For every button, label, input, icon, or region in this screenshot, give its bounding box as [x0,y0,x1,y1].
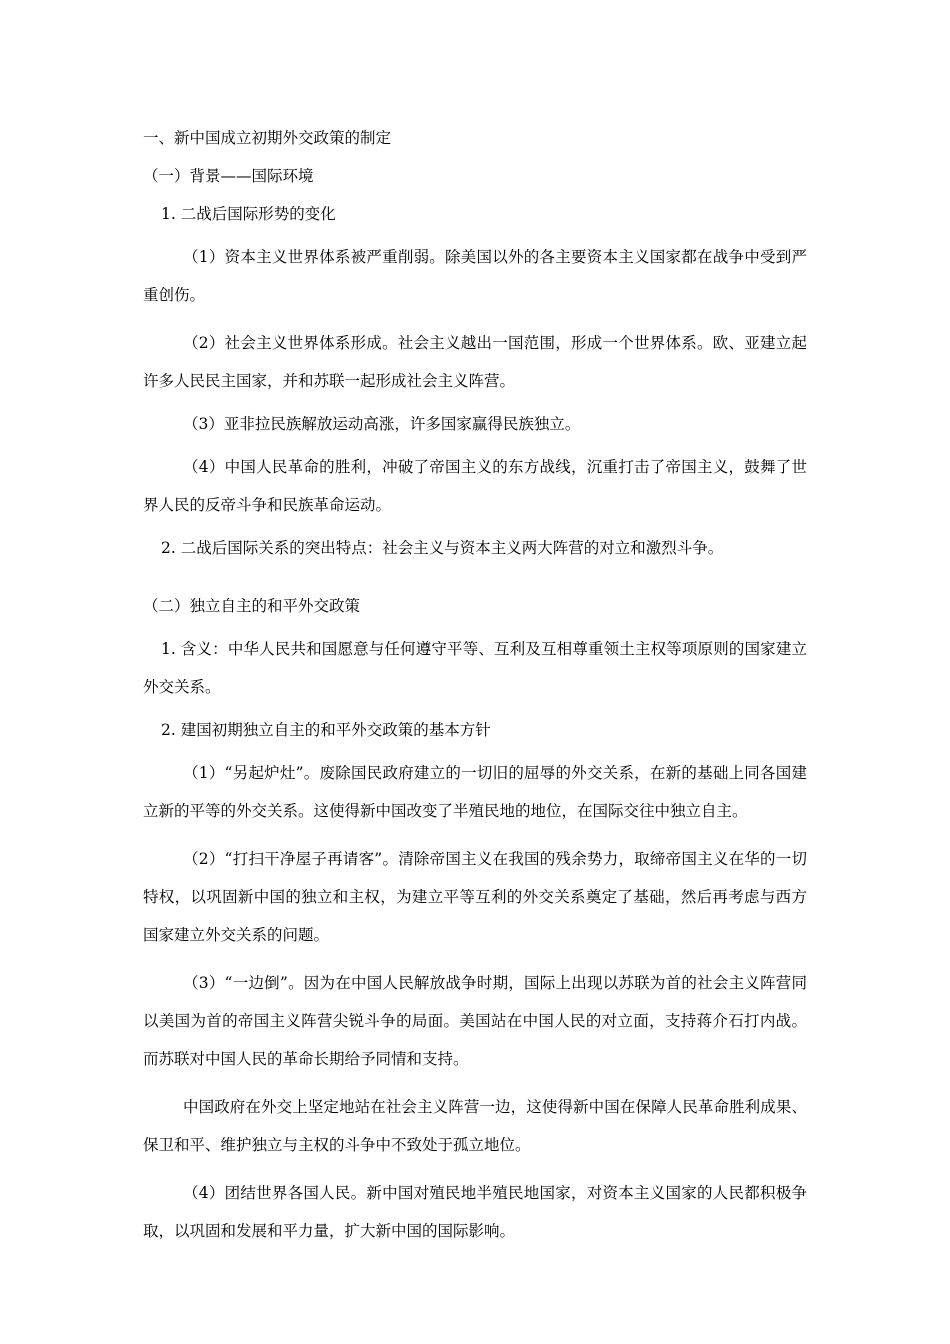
part2-heading: （二）独立自主的和平外交政策 [143,597,361,615]
part2-paragraph-2: （2）“打扫干净屋子再请客”。清除帝国主义在我国的残余势力，取缔帝国主义在华的一切特权，以巩固新中国的独立和主权，为建立平等互利的外交关系奠定了基础，然后再考虑与西方国家建立外交关系的问题。 [143,850,807,944]
part2-paragraph-5: （4）团结世界各国人民。新中国对殖民地半殖民地国家，对资本主义国家的人民都积极争取，以巩固和发展和平力量，扩大新中国的国际影响。 [143,1184,807,1240]
document-body [143,124,807,1260]
part1-item2-heading: 2. 二战后国际关系的突出特点：社会主义与资本主义两大阵营的对立和激烈斗争。 [161,539,724,557]
part1-paragraph-3: （3）亚非拉民族解放运动高涨，许多国家赢得民族独立。 [183,415,581,433]
part1-item1-heading: 1. 二战后国际形势的变化 [161,205,336,223]
part1-heading: （一）背景——国际环境 [143,167,314,185]
part2-paragraph-1: （1）“另起炉灶”。废除国民政府建立的一切旧的屈辱的外交关系，在新的基础上同各国建立新的平等的外交关系。这使得新中国改变了半殖民地的地位，在国际交往中独立自主。 [143,764,807,820]
part1-paragraph-1: （1）资本主义世界体系被严重削弱。除美国以外的各主要资本主义国家都在战争中受到严重创伤。 [143,248,807,304]
section-title: 一、新中国成立初期外交政策的制定 [143,129,392,147]
part1-paragraph-4: （4）中国人民革命的胜利，冲破了帝国主义的东方战线，沉重打击了帝国主义，鼓舞了世界人民的反帝斗争和民族革命运动。 [143,458,807,514]
part2-item2-heading: 2. 建国初期独立自主的和平外交政策的基本方针 [161,721,491,739]
part1-paragraph-2: （2）社会主义世界体系形成。社会主义越出一国范围，形成一个世界体系。欧、亚建立起许多人民民主国家，并和苏联一起形成社会主义阵营。 [143,334,807,390]
part2-paragraph-4: 中国政府在外交上坚定地站在社会主义阵营一边，这使得新中国在保障人民革命胜利成果、保卫和平、维护独立与主权的斗争中不致处于孤立地位。 [143,1098,807,1154]
part2-item1-text: 1. 含义：中华人民共和国愿意与任何遵守平等、互利及互相尊重领土主权等项原则的国家建立外交关系。 [143,640,807,696]
part2-paragraph-3: （3）“一边倒”。因为在中国人民解放战争时期，国际上出现以苏联为首的社会主义阵营同以美国为首的帝国主义阵营尖锐斗争的局面。美国站在中国人民的对立面，支持蒋介石打内战。而苏联对中国人民的革命长期给予同情和支持。 [143,974,807,1068]
